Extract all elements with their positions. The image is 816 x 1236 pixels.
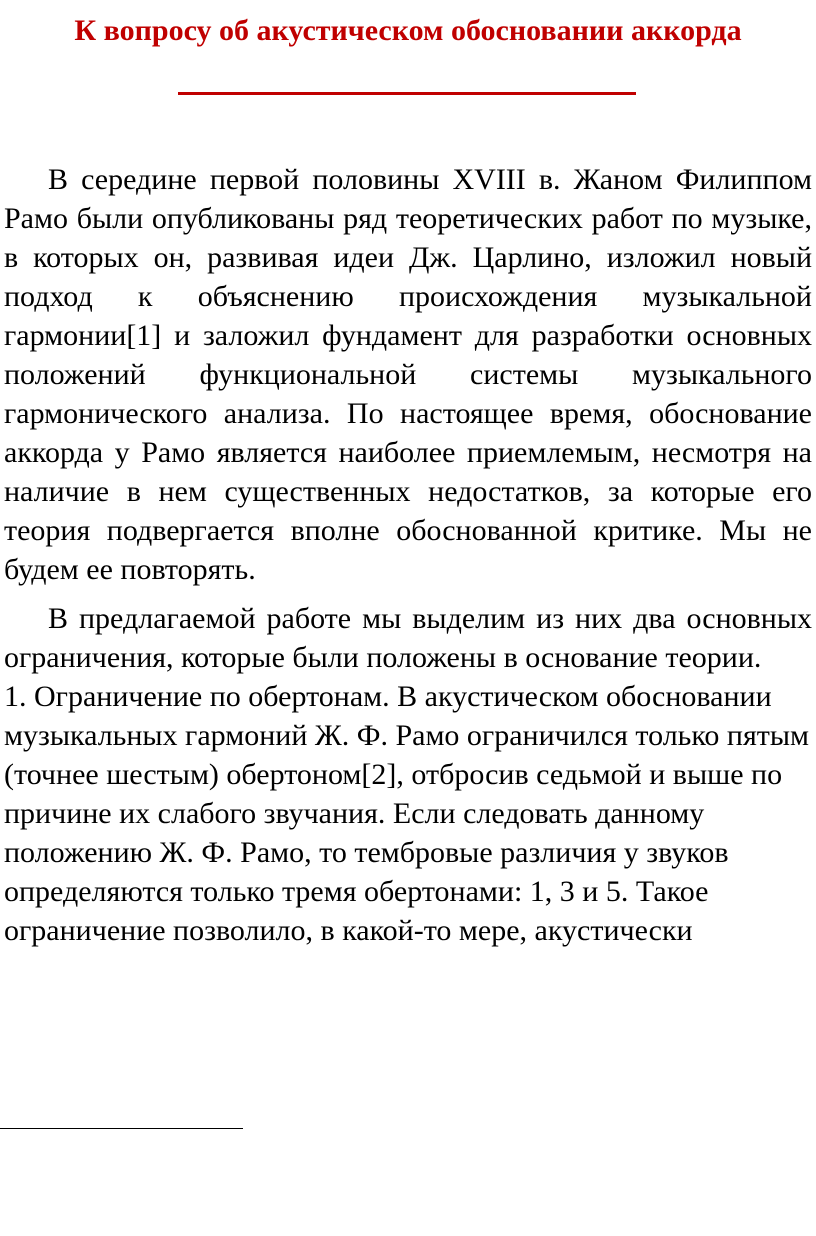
document-title: К вопросу об акустическом обосновании аккорда xyxy=(74,14,742,47)
body-text xyxy=(4,160,812,950)
footnote-separator xyxy=(0,1128,243,1129)
paragraph-1: В середине первой половины XVIII в. Жаном Филиппом Рамо были опубликованы ряд теоретических работ по музыке, в которых он, развивая идеи Дж. Царлино, изложил новый подход к объяснению происхождения музыкальной гармонии[1] и заложил фундамент для разработки основных положений функциональной системы музыкального гармонического анализа. По настоящее время, обоснование аккорда у Рамо является наиболее приемлемым, несмотря на наличие в нем существенных недостатков, за которые его теория подвергается вполне обоснованной критике. Мы не будем ее повторять. xyxy=(4,163,812,586)
title-underline xyxy=(178,92,636,95)
paragraph-2: В предлагаемой работе мы выделим из них два основных ограничения, которые были положены в основание теории. xyxy=(4,602,812,674)
list-item-1: 1. Ограничение по обертонам. В акустическом обосновании музыкальных гармоний Ж. Ф. Рамо ограничился только пятым (точнее шестым) обертоном[2], отбросив седьмой и выше по причине их слабого звучания. Если следовать данному положению Ж. Ф. Рамо, то тембровые различия у звуков определяются только тремя обертонами: 1, 3 и 5. Такое ограничение позволило, в какой-то мере, акустически xyxy=(4,680,810,947)
